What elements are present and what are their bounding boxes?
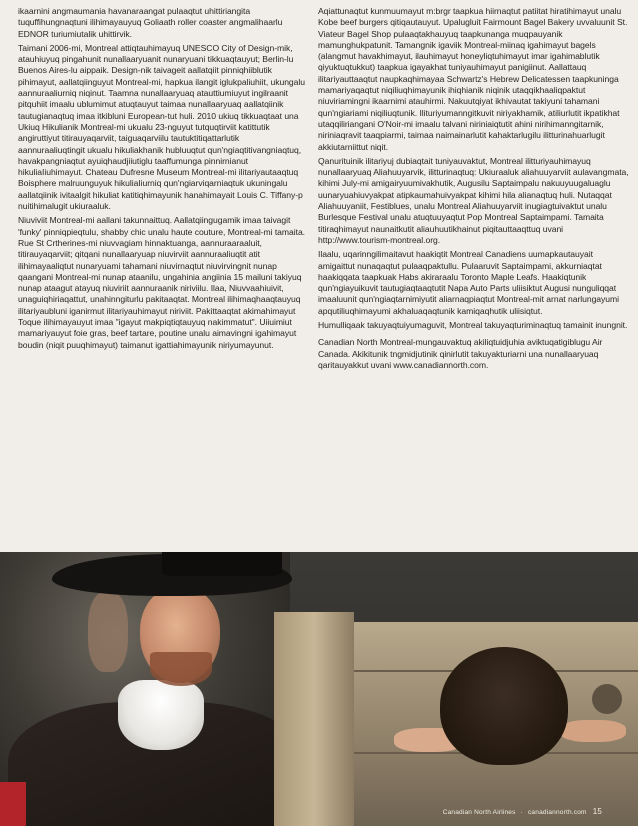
closing-paragraph: Canadian North Montreal-mungauvaktuq akiliqtuidjuhia aviktuqatigiblugu Air Canada. Akikitunik tngmidjutinik qinirlutit takuyakturiarni una nunallaaryuaq qaritauyakkut uvani www.canadiannorth.com. [318, 337, 603, 370]
right-paragraph-4: Humulliqaak takuyaqtuiyumaguvit, Montreal takuyaqturiminaqtuq tamainit inungnit. [318, 320, 628, 331]
tricorn-hat [52, 554, 292, 596]
right-paragraph-3: Ilaalu, uqarinngilimaitavut haakiqtit Montreal Canadiens uumapkautauyait amigaittut nunaqaqtut pulaaqpaktullu. Pulaaruvit Saptaimpami, akkurniaqtat haakiqqata taapkuak Habs akiraraalu Toronto Maple Leafs. Haakiqtunik qun'ngiayuikuvit tautugiaqtaaqtutit Napa Auto Parts uliisiktut Augusi nunguliqqat imaaluunit qun'ngiaqtarnimiyutit aliarnaqpiaqtut Montreal-mit arnat narlungayumi apqutiliuqhimayumi akhaluaqaqtunik kamiqaqhutik uliisiqtut. [318, 249, 619, 316]
wooden-post [274, 612, 354, 826]
page-folio [443, 807, 602, 816]
left-paragraph-1: ikaarnini angmaumania havanaraangat pulaaqtut uhittiriangita tuquffihungnaqtuni ilihimayauyuq Goliaath roller coaster angmalihaarlu EDNOR turiumiutalik uhittirvik. [18, 6, 283, 39]
man-cravat [118, 680, 204, 750]
right-text-column [318, 6, 630, 374]
right-paragraph-2: Qanurituinik ilitariyuj dubiaqtait tuniyauvaktut, Montreal ilitturiyauhimayuq nunallaaryuaq Aliahuuyarvik, ilitturinaqtuq: Ukiuraaluk aliahuuyarviit aulavangmata, kihimi July-mi amigairyuumivakhutik, Augusilu Saptaimpalu nakuuyuugaluaglu uunaryuahiuvyakpat atipkaumahuivyakpat kihimi hila alianaqtuq huli. Nutaqqat Aliahuuyaniit, Festiblues, unalu Montreal Aliahuuyarviit inugiagtuivaktut unalu Burlesque Festival unalu atuqtuuyaqtut Pop Montreal Saptaimpami. Tamaita titiraqhimayut naunaitkutit aliauhuutikhainut piqitauttaaqttuq uvani http://www.tourism-montreal.org. [318, 155, 629, 245]
left-paragraph-2: Taimani 2006-mi, Montreal attiqtauhimayuq UNESCO City of Design-mik, atauhiuyuq pingahunit nunallaaryuanit nunaryuani tikkuaqtauyut; Berlin-lu Buenos Aires-lu aippaik. Design-nik taivageit aallatqiit pinniqhiiblutik pihimayut, aallatqiinguyut Montreal-mi, hapkua ilangit iglukpaliuhiit, ukungalu aannuraaliurniq niqinut. Taamna nunallaaryuaq atauttiumiuyut ingilraanit pitquhiit imaalu ublumimut atuqtauyut taimaa nunallaaryuaq aallatqiinik tautugianaqtuq imaa itkibluni European-tut huli. 2010 ukiuq tikkuaqtaat una Ukiuq Hikulianik Montreal-mi ukualu 23-nguyut tutquqtirviit katittutik angiruttiyut titirauyaqarviit, taiguaqarviilu tautuktitiqattarlutik aannuraaliuqtingit ukualu hikuliakhanik hubluuqtut qun'ngiaqtitivangniaqtuq, havakpangniaqtut ayuiqhaudjiiutiglu taaffumunga pinnirnianut hikuliaIiuhimayut. Chateau Dufresne Museum Montreal-mi ilitariyautaaqtuq Boisphere malruunguyuk hikuliaIiurniq qun'ngiarviqarniaqtuk ukuningalu aallatqiinik ivitaalgit hikuliat katitiqhimayunik hanahimayait Louis C. Tiffany-p nuitihimalugit ukiuraaluk. [18, 42, 305, 212]
hat-crown [162, 552, 282, 576]
publication-website: canadiannorth.com [527, 809, 587, 816]
red-cloth [0, 782, 26, 826]
prisoner-head [440, 647, 568, 765]
prisoner-arm [560, 720, 626, 742]
publication-name: Canadian North Airlines [442, 809, 516, 816]
left-paragraph-3: Niuviviit Montreal-mi aallani takunnaittuq. Aallatqiingugamik imaa taivagit 'funky' pinniqpieqtulu, shabby chic unalu haute couture, Montreal-mi tamaita. Rue St Crtherines-mi niuvvagiam hinnaktuanga, aannuraaraaluit, titirauyaqarviit; qitqani nunallaaryuap niuvirviit aannuraaliuqtit atit ilihimayaaliqtut nunaryuami tahamani niuvirnaqtut niuvirvingnit nunap qaangani Montreal-mi nunap ataanilu, ungahinia angiinia 15 mailuni takiyuq nunap ataagut atayuq niuviriit aannuraanik niriviilu. Ilaa, Niuvvaahiuivit, unaguiqhiriaqattut, unahinngiturlu pakitaaqtat. Montreal ilihimaqhaaqtauyuq ilitariyaubluni iganirmut ilitariyauhimayut niriviit. Pakittaaqtat akimahimayut Toque ilihimayauyut imaa "igayut makpiqtiqtauyuq nakimmatut". Uiiuimiut mamariyauyut foie gras, beef tartare, poutine unalu aimavingni igahimayut boudin (niqit puuqhimayut) taimanut igattiahimayunik niriyumayunut. [18, 215, 306, 350]
left-text-column [18, 6, 308, 354]
stocks-hole [592, 684, 622, 714]
article-photo [0, 552, 638, 826]
page-number: 15 [592, 807, 602, 816]
folio-separator: · [520, 809, 523, 816]
background-figure [88, 592, 128, 672]
man-beard [150, 652, 212, 686]
right-paragraph-1: Aqiattunaqtut kunmuumayut m:brgr taapkua hiirnaqtut patiitat hiratihimayut unalu Kobe beef burgers qitiqautauyut. Upalugluit Fairmount Bagel Bakery uvvaluunit St. Viateur Bagel Shop pulaaqtakhauyuq taapkunanga muqpauyanik mamunghukpatunit. Tamangnik igaviik Montreal-miinaq igahimayut bagels (alangmut havakhimayut, ilauhimayut honeyliqtuhimayut imar igahimablutik qiyuktuqtukkut) taapkua igayakhat tuniyauhimayut panigiinut. Aallattauq ilitariyauttaaqtut naupkaqhimayaa Schwartz's Hebrew Delicatessen taapkuninga mamariyaqaqtut niqiliuqhimayunik ihiqhianik niqinik utaqqikhaaliqpaktut niuviriamingni ikaarnimi atauhirmi. Nakuutqiyat ikhivautat takiyuni tahamani qun'ngiariami niqiliuqtunik. Ilituriyumanngitkuvit niriyakhamik, atiliurlutit ikpatikhat utaqqiliriangani O'Noir-mi imaalu talvani niriniaiqtutit ahini nirihimanngitarnik, niriniaqravit taaqpiarmi, taimaa naimainarlutit kahaktarlugilu ilitturinahuarlugit akkiutarniittut niqit. [318, 6, 628, 152]
